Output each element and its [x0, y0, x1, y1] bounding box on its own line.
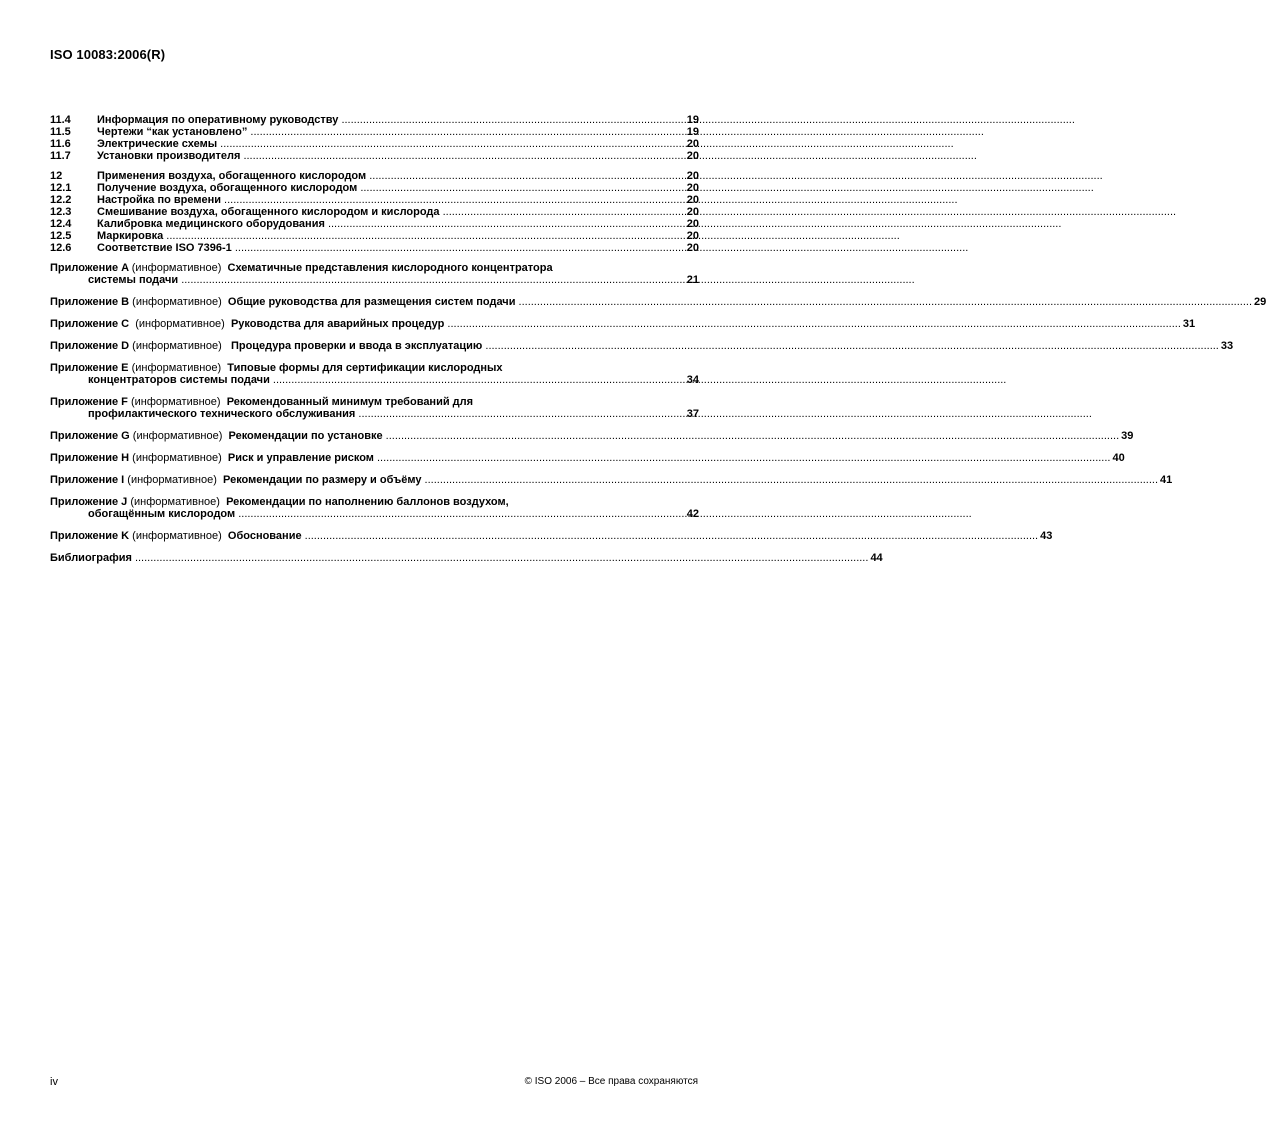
annex-label: Приложение G [50, 430, 130, 442]
annex-title-cont: системы подачи ..... [88, 274, 685, 286]
toc-entry[interactable] [50, 138, 699, 150]
toc-annex-entry[interactable] [50, 340, 1234, 352]
annex-title-cont: концентраторов системы подачи ..... [88, 374, 685, 386]
page-number: 37 [686, 408, 699, 420]
page-number: 31 [1182, 318, 1196, 330]
annex-type: (информативное) [135, 318, 225, 330]
toc-annex-entry[interactable] [50, 362, 699, 386]
annex-title: Риск и управление риском [227, 452, 374, 464]
annex-label: Приложение K [50, 530, 130, 542]
annex-type: (информативное) [132, 530, 222, 542]
toc-bibliography-entry[interactable] [50, 552, 883, 564]
page-number: 19 [686, 114, 699, 126]
toc-annex-entry[interactable] [50, 496, 699, 520]
table-of-contents [50, 114, 1266, 564]
toc-entry[interactable] [50, 194, 699, 206]
toc-annex-entry[interactable] [50, 474, 1173, 486]
page-number: 34 [686, 374, 699, 386]
page-number: 42 [686, 508, 699, 520]
clause-number: 12 [50, 170, 63, 182]
clause-title: Применения воздуха, обогащенного кислородом ..... [97, 170, 685, 182]
clause-title: Электрические схемы ..... [97, 138, 685, 150]
clause-number: 11.5 [50, 126, 71, 138]
page-number: 20 [686, 170, 699, 182]
toc-entry[interactable] [50, 150, 699, 162]
annex-type: (информативное) [130, 496, 220, 508]
annex-type: (информативное) [132, 296, 222, 308]
annex-type: (информативное) [131, 362, 222, 374]
page-number: 20 [686, 194, 699, 206]
annex-title: Общие руководства для размещения систем подачи [227, 296, 516, 308]
toc-entry[interactable] [50, 242, 699, 254]
annex-title: Схематичные представления кислородного концентратора [227, 262, 553, 274]
clause-title: Настройка по времени ..... [97, 194, 685, 206]
toc-annex-entry[interactable] [50, 262, 699, 286]
toc-entry[interactable] [50, 170, 699, 182]
page-number: 21 [686, 274, 699, 286]
annex-type: (информативное) [132, 340, 222, 352]
page-number: 39 [1121, 430, 1134, 442]
toc-annex-entry[interactable] [50, 430, 1134, 442]
clause-title: Установки производителя ..... [97, 150, 685, 162]
page-number: 20 [686, 230, 699, 242]
page-number: 20 [686, 182, 699, 194]
page-number: 20 [686, 150, 699, 162]
annex-type: (информативное) [132, 452, 222, 464]
page-number: 20 [686, 206, 699, 218]
annex-label: Приложение E [50, 362, 129, 374]
clause-number: 12.6 [50, 242, 72, 254]
page-number-footer: iv [50, 1076, 58, 1088]
toc-annex-entry[interactable] [50, 452, 1125, 464]
annex-label: Приложение A [50, 262, 129, 274]
annex-title: Рекомендации по наполнению баллонов воздухом, [226, 496, 509, 508]
page-number: 20 [686, 242, 699, 254]
annex-label: Приложение D [50, 340, 130, 352]
clause-number: 12.1 [50, 182, 72, 194]
annex-label: Приложение H [50, 452, 130, 464]
clause-title: Смешивание воздуха, обогащенного кислородом и кислорода ..... [97, 206, 685, 218]
document-header: ISO 10083:2006(R) [50, 47, 166, 62]
annex-title: Типовые формы для сертификации кислородных [227, 362, 503, 374]
clause-number: 12.5 [50, 230, 72, 242]
annex-title: Обоснование [227, 530, 302, 542]
toc-annex-entry[interactable] [50, 530, 1053, 542]
annex-type: (информативное) [131, 262, 222, 274]
annex-title: Рекомендованный минимум требований для [226, 396, 474, 408]
annex-type: (информативное) [127, 474, 217, 486]
toc-entry[interactable] [50, 230, 699, 242]
annex-label: Приложение C [50, 318, 130, 330]
clause-number: 12.2 [50, 194, 72, 206]
page-number: 43 [1040, 530, 1053, 542]
toc-annex-entry[interactable] [50, 296, 1266, 308]
page-number: 20 [686, 218, 699, 230]
clause-title: Соответствие ISO 7396-1 ..... [97, 242, 685, 254]
annex-title: Рекомендации по размеру и объёму [223, 474, 422, 486]
toc-group-11 [50, 114, 699, 162]
annex-label: Приложение B [50, 296, 130, 308]
toc-entry[interactable] [50, 182, 699, 194]
annex-type: (информативное) [132, 430, 223, 442]
toc-group-12 [50, 170, 699, 254]
page-number: 44 [870, 552, 883, 564]
annex-title-cont: профилактического технического обслуживания ..... [88, 408, 685, 420]
clause-title: Маркировка ..... [97, 230, 685, 242]
annex-label: Приложение I [50, 474, 125, 486]
annex-label: Приложение J [50, 496, 128, 508]
toc-entry[interactable] [50, 126, 699, 138]
toc-annex-entry[interactable] [50, 396, 699, 420]
page-number: 33 [1220, 340, 1234, 352]
bibliography-title: Библиография ..... [50, 552, 868, 564]
page-number: 19 [686, 126, 699, 138]
annex-title-cont: обогащённым кислородом ..... [88, 508, 685, 520]
clause-title: Получение воздуха, обогащенного кислородом ..... [97, 182, 685, 194]
copyright-notice: © ISO 2006 – Все права сохраняются [524, 1076, 698, 1087]
toc-entry[interactable] [50, 114, 699, 126]
annex-title: Рекомендации по установке [228, 430, 383, 442]
clause-title: Информация по оперативному руководству ..... [97, 114, 685, 126]
clause-number: 11.4 [50, 114, 71, 126]
toc-entry[interactable] [50, 206, 699, 218]
page-number: 20 [686, 138, 699, 150]
clause-number: 11.6 [50, 138, 71, 150]
annex-type: (информативное) [130, 396, 221, 408]
clause-number: 11.7 [50, 150, 71, 162]
toc-annex-entry[interactable] [50, 318, 1196, 330]
clause-number: 12.4 [50, 218, 72, 230]
toc-entry[interactable] [50, 218, 699, 230]
annex-title: Процедура проверки и ввода в эксплуатацию [230, 340, 483, 352]
page-number: 40 [1112, 452, 1125, 464]
clause-number: 12.3 [50, 206, 72, 218]
annex-title: Руководства для аварийных процедур [230, 318, 445, 330]
annex-label: Приложение F [50, 396, 128, 408]
clause-title: Чертежи “как установлено” ..... [97, 126, 685, 138]
page-number: 29 [1254, 296, 1266, 308]
page-number: 41 [1160, 474, 1173, 486]
clause-title: Калибровка медицинского оборудования ..... [97, 218, 685, 230]
